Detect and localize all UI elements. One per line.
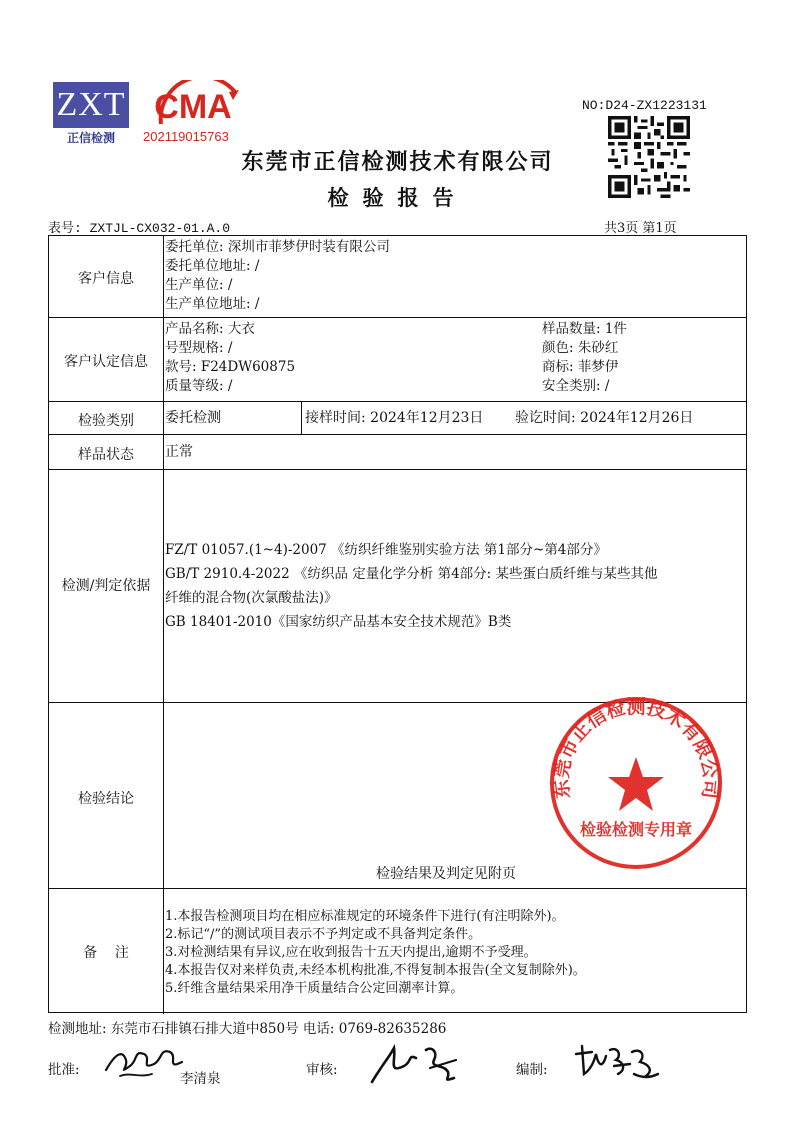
manufacturer-address: 生产单位地址: / xyxy=(165,296,260,312)
basis-line-1: FZ/T 01057.(1~4)-2007 《纺织纤维鉴别实验方法 第1部分~第4部分》 xyxy=(165,542,607,558)
model-spec: 号型规格: / xyxy=(165,340,233,356)
completed-date: 验讫时间: 2024年12月26日 xyxy=(515,410,694,426)
entrusting-address: 委托单位地址: / xyxy=(165,258,260,274)
style-number: 款号: F24DW60875 xyxy=(165,359,296,375)
row-divider xyxy=(49,401,746,402)
zxt-logo xyxy=(53,82,131,145)
cma-logo xyxy=(143,80,248,146)
quality-grade: 质量等级: / xyxy=(165,378,233,394)
brand: 商标: 菲梦伊 xyxy=(542,359,619,375)
official-stamp xyxy=(548,695,724,871)
reviewer-signature xyxy=(364,1038,464,1088)
entrusting-unit: 委托单位: 深圳市菲梦伊时装有限公司 xyxy=(165,239,390,255)
cma-number: 202119015763 xyxy=(143,129,229,144)
report-number: NO:D24-ZX1223131 xyxy=(582,98,707,113)
cma-mark xyxy=(143,80,248,130)
address-line: 检测地址: 东莞市石排镇石排大道中850号 电话: 0769-82635286 xyxy=(48,1021,447,1037)
report-title: 检验报告 xyxy=(327,185,468,210)
sample-status-label: 样品状态 xyxy=(78,447,134,463)
company-name: 东莞市正信检测技术有限公司 xyxy=(241,149,554,175)
stamp-bottom-text: 检验检测专用章 xyxy=(579,820,693,839)
remark-item: 2.标记“/”的测试项目表示不予判定或不具备判定条件。 xyxy=(165,927,482,942)
remark-item: 1.本报告检测项目均在相应标准规定的环境条件下进行(有注明除外)。 xyxy=(165,909,565,924)
approver-name: 李清泉 xyxy=(180,1071,221,1087)
basis-line-3: 纤维的混合物(次氯酸盐法)》 xyxy=(165,590,338,606)
remarks-label: 备 注 xyxy=(83,945,129,961)
zxt-logo-text: ZXT xyxy=(53,82,129,128)
inspection-type-label: 检验类别 xyxy=(78,413,134,429)
safety-category: 安全类别: / xyxy=(542,378,610,394)
stamp-star-icon xyxy=(608,757,664,811)
received-date: 接样时间: 2024年12月23日 xyxy=(305,410,484,426)
basis-line-4: GB 18401-2010《国家纺织产品基本安全技术规范》B类 xyxy=(165,614,512,630)
column-divider xyxy=(163,236,164,1014)
page-info: 共3页 第1页 xyxy=(604,221,677,236)
report-table xyxy=(48,235,747,1013)
conclusion-label: 检验结论 xyxy=(78,791,134,807)
sample-quantity: 样品数量: 1件 xyxy=(542,321,627,337)
inspection-type: 委托检测 xyxy=(165,410,221,426)
client-info-label: 客户信息 xyxy=(78,271,134,287)
preparer-signature xyxy=(570,1040,660,1082)
column-divider xyxy=(301,401,302,434)
review-label: 审核: xyxy=(306,1062,338,1078)
stamp-arc-text: 东莞市正信检测技术有限公司 xyxy=(550,696,722,800)
row-divider xyxy=(49,434,746,435)
approve-label: 批准: xyxy=(48,1062,80,1078)
sample-color: 颜色: 朱砂红 xyxy=(542,340,619,356)
manufacturer: 生产单位: / xyxy=(165,277,233,293)
basis-label: 检测/判定依据 xyxy=(61,578,151,594)
zxt-logo-subtitle: 正信检测 xyxy=(66,131,115,145)
remark-item: 4.本报告仅对来样负责,未经本机构批准,不得复制本报告(全文复制除外)。 xyxy=(165,963,586,978)
approver-signature xyxy=(100,1036,190,1084)
remark-item: 3.对检测结果有异议,应在收到报告十五天内提出,逾期不予受理。 xyxy=(165,945,537,960)
prepare-label: 编制: xyxy=(516,1062,548,1078)
basis-line-2: GB/T 2910.4-2022 《纺织品 定量化学分析 第4部分: 某些蛋白质纤维与某些其他 xyxy=(165,566,658,582)
row-divider xyxy=(49,317,746,318)
product-name: 产品名称: 大衣 xyxy=(165,321,255,337)
cma-text: CMA xyxy=(154,88,232,126)
row-divider xyxy=(49,888,746,889)
sample-status: 正常 xyxy=(165,444,193,460)
remark-item: 5.纤维含量结果采用净干质量结合公定回潮率计算。 xyxy=(165,981,464,996)
form-number: 表号: ZXTJL-CX032-01.A.0 xyxy=(48,221,231,236)
row-divider xyxy=(49,469,746,470)
client-confirm-label: 客户认定信息 xyxy=(64,354,148,370)
conclusion-text: 检验结果及判定见附页 xyxy=(376,866,516,882)
